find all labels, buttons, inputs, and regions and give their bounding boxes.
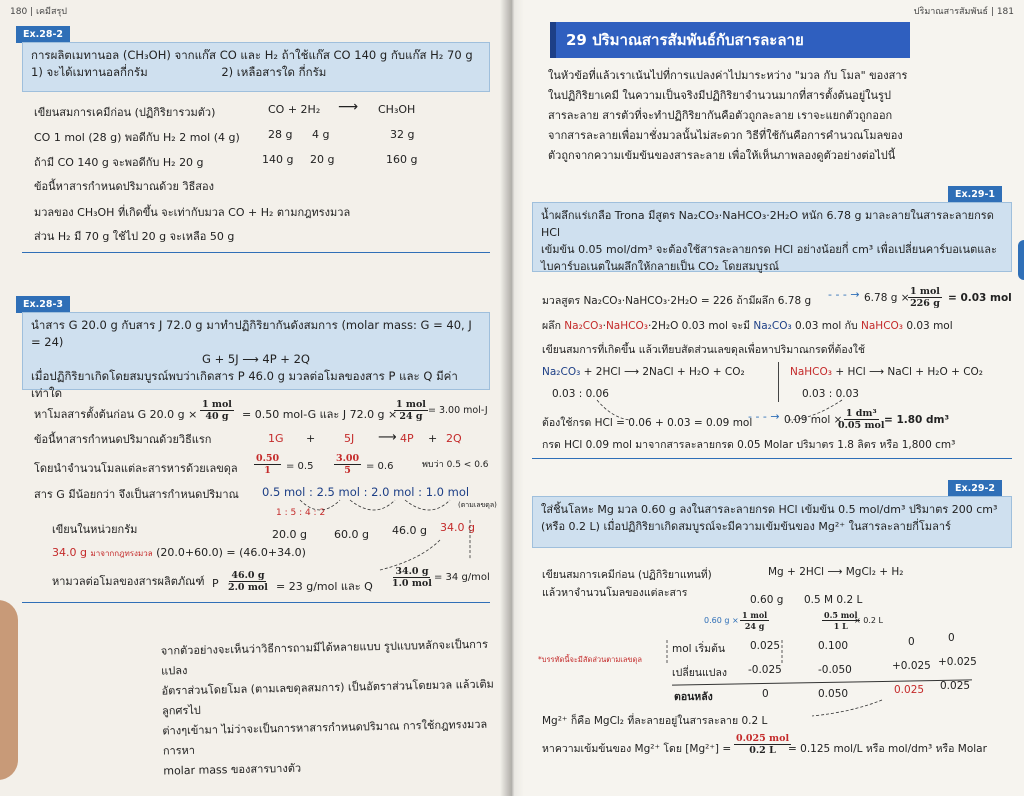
chapter-title-band: 29 ปริมาณสารสัมพันธ์กับสารละลาย [550,22,910,58]
ice-chg-mg: -0.025 [748,664,782,676]
ex28-3-step6-small: มาจากกฎทรงมวล [90,549,153,558]
ex28-3-div-g-den: 1 [264,465,271,476]
ice-end-mg: 0 [762,688,769,700]
ex28-3-grams-q: 34.0 g [440,521,475,534]
ex28-2-eq-product: CH₃OH [378,103,416,116]
ex28-2-step3-co: 140 g [262,153,294,166]
ex29-1-frac-num: 1 mol [910,286,940,297]
ex28-2-step5: มวลของ CH₃OH ที่เกิดขึ้น จะเท่ากับมวล CO + H₂ ตามกฎทรงมวล [34,206,351,219]
ex29-1-step2-dot: · [602,320,606,332]
ex28-2-step2-label: CO 1 mol (28 g) พอดีกับ H₂ 2 mol (4 g) [34,131,240,144]
ex29-1-frac-den: 226 g [910,298,940,309]
ice-end-mgcl2: 0.025 [894,684,925,696]
ex28-3-step3: โดยนำจำนวนโมลแต่ละสารหารด้วยเลขดุล [34,462,238,475]
page-edge-tab [1018,240,1024,280]
ex29-1-divider [532,458,1012,459]
ex28-3-coef-1g: 1G [268,432,284,445]
ex28-3-frac-g-den: 40 g [205,411,229,422]
ex29-2-frac-conc-num: 0.025 mol [736,733,790,744]
ex28-3-step5-label: เขียนในหน่วยกรัม [52,523,138,536]
right-page-number: 181 [996,7,1014,17]
ex28-3-frac-p-den: 2.0 mol [228,582,268,593]
ex29-1-step4: ต้องใช้กรด HCl = 0.06 + 0.03 = 0.09 mol [542,417,753,429]
ex29-1-step1-result: = 0.03 mol [948,292,1012,304]
ex28-3-res-g: = 0.50 mol-G และ J 72.0 g × [242,408,398,421]
ex28-3-compare: พบว่า 0.5 < 0.6 [422,460,489,470]
ex28-2-step6: ส่วน H₂ มี 70 g ใช้ไป 20 g จะเหลือ 50 g [34,230,235,243]
ex29-2-step1: เขียนสมการเคมีก่อน (ปฏิกิริยาแทนที่) [542,569,712,581]
thumb [0,600,18,780]
ice-chg-hcl: -0.050 [818,664,852,676]
ex28-3-frac-j-den: 24 g [399,411,423,422]
ex28-3-p-symbol: P [212,577,219,590]
arrow-q-mass [380,540,440,570]
ex29-1-frac-vol-den: 0.05 mol [838,420,885,431]
ex29-1-label: Ex.29-1 [948,186,1002,203]
footer-line-2: อัตราส่วนโดยโมล (ตามเลขดุลสมการ) เป็นอัตราส่วนโดยมวล แล้วเติมลูกศรไป [161,677,494,718]
ice-row-start-label: mol เริ่มต้น [672,643,726,655]
left-footer-paragraph [161,634,504,781]
ice-start-mg: 0.025 [750,640,781,652]
ex29-2-frac-conc [734,733,791,756]
ex29-2-step4: หาความเข้มข้นของ Mg²⁺ โดย [Mg²⁺] = [542,743,732,755]
ex29-1-ratio2: 0.03 : 0.03 [802,388,859,400]
ex29-1-step1: มวลสูตร Na₂CO₃·NaHCO₃·2H₂O = 226 ถ้ามีผลึก 6.78 g [542,295,812,307]
ex28-3-step6-red: 34.0 g [52,546,87,559]
ice-end-hcl: 0.050 [818,688,849,700]
ex28-3-div-j-den: 5 [344,465,351,476]
ex28-3-p-result: = 23 g/mol และ Q [276,580,373,593]
ex28-3-frac-q-num: 34.0 g [395,566,429,577]
ex29-2-hcl-conc: 0.5 M 0.2 L [804,594,863,606]
ex29-1-step2-b: ·2H₂O 0.03 mol จะมี [647,320,751,332]
ex28-3-coef-2q: 2Q [446,432,462,445]
ex29-2-step2: แล้วหาจำนวนโมลของแต่ละสาร [542,587,688,599]
arrow-j-to-p [350,500,395,510]
arrow-ratio1 [597,400,630,420]
ex29-1-step1-b: 6.78 g × [864,292,910,304]
ice-chg-mgcl2: +0.025 [892,660,931,672]
ex28-3-frac-p-num: 46.0 g [231,570,265,581]
ex28-3-grams-p: 46.0 g [392,524,427,537]
ex28-2-step3-ch3oh: 160 g [386,153,418,166]
ex28-3-div-g-result: = 0.5 [286,461,314,472]
ex28-3-step1-label: หาโมลสารตั้งต้นก่อน G 20.0 g × [34,408,198,421]
left-page-header: 180 | เคมีสรุป [10,7,68,17]
ex28-2-step2-ch3oh: 32 g [390,128,415,141]
ex28-3-frac-g-num: 1 mol [202,399,232,410]
ex29-1-step2-na2co3: Na₂CO₃ [564,320,603,332]
ex29-2-frac-hcl-num: 0.5 mol [824,610,858,620]
ex29-2-frac-hcl-den: 1 L [833,621,848,631]
ex29-2-frac-mg-num: 1 mol [742,610,768,620]
ex29-1-step2-d: 0.03 mol [906,320,953,332]
intro-line-3: สารละลาย สารตัวที่จะทำปฏิกิริยากันคือตัวถูกละลาย เราจะแยกตัวถูกออก [548,109,893,122]
intro-line-5: ตัวถูกจากความเข้มข้นของสารละลาย เพื่อให้เห็นภาพลองดูตัวอย่างต่อไปนี้ [548,149,896,162]
book-spine-shadow [500,0,524,796]
ex28-3-coef-4p: 4P [400,432,414,445]
ex29-1-step4-b: 0.09 mol × [784,414,843,426]
ex28-3-problem-line2: เมื่อปฏิกิริยาเกิดโดยสมบูรณ์พบว่าเกิดสาร P 46.0 g มวลต่อโมลของสาร P และ Q มีค่าเท่าใด [31,369,458,400]
ex28-3-div-g-num: 0.50 [256,453,280,464]
ex29-1-step3: เขียนสมการที่เกิดขึ้น แล้วเทียบสัดส่วนเลขดุลเพื่อหาปริมาณกรดที่ต้องใช้ [542,344,866,356]
ex28-2-q1: 1) จะได้เมทานอลกี่กรัม [31,65,148,79]
ex28-3-coef-5j: 5J [344,432,355,445]
ex28-3-grams-j: 60.0 g [334,528,369,541]
ex29-2-mg-mass: 0.60 g [750,594,784,606]
ex28-3-problem-equation: G + 5J ⟶ 4P + 2Q [202,352,310,366]
footer-line-3: ต่างๆเข้ามา ไม่ว่าจะเป็นการหาสารกำหนดปริมาณ การใช้กฎทรงมวล การหา [162,717,488,758]
ex28-3-coef-ratio: 1 : 5 : 4 : 2 [276,508,326,518]
ex28-3-arrow: ⟶ [378,430,397,445]
ex29-2-problem-box [532,496,1012,548]
ex28-3-label: Ex.28-3 [16,296,70,313]
ex29-1-step2-a: ผลึก [542,320,561,332]
ex29-2-frac-mg [740,610,769,631]
ex28-3-q-result: = 34 g/mol [434,572,490,583]
right-running-header: ปริมาณสารสัมพันธ์ [913,7,989,17]
arrow-mgcl2 [812,700,882,716]
ex29-1-ratio1: 0.03 : 0.06 [552,388,609,400]
right-arrows-overlay [512,0,1024,796]
intro-line-2: ในปฏิกิริยาเคมี ในความเป็นจริงมีปฏิกิริยาจำนวนมากที่สารตั้งต้นอยู่ในรูป [548,89,891,102]
ex28-3-coef-plus2: + [428,432,438,445]
ex28-3-coef-note: (ตามเลขดุล) [458,501,497,509]
ice-end-h2: 0.025 [940,680,971,692]
ex28-2-label: Ex.28-2 [16,26,70,43]
ex29-2-problem-line1: ใส่ชิ้นโลหะ Mg มวล 0.60 g ลงในสารละลายกรด HCl เข้มข้น 0.5 mol/dm³ ปริมาตร 200 cm³ [541,503,998,516]
ice-chg-h2: +0.025 [938,656,977,668]
ex29-1-eq2-b: + HCl ⟶ NaCl + H₂O + CO₂ [835,366,984,378]
ex28-3-step7-label: หามวลต่อโมลของสารผลิตภัณฑ์ [52,575,205,588]
ex29-1-step4-arrow: - - - → [748,410,780,423]
ex28-2-step2-co: 28 g [268,128,293,141]
ex28-3-frac-q-den: 1.0 mol [392,578,432,589]
intro-line-1: ในหัวข้อที่แล้วเราเน้นไปที่การแปลงค่าไปมาระหว่าง "มวล กับ โมล" ของสาร [548,69,908,82]
ex28-3-mol-ratio: 0.5 mol : 2.5 mol : 2.0 mol : 1.0 mol [262,485,470,499]
ex28-3-div-j-result: = 0.6 [366,461,394,472]
left-page-number: 180 [10,7,28,17]
ex28-2-eq-reactants: CO + 2H₂ [268,103,321,116]
ex29-2-step3: Mg²⁺ ก็คือ MgCl₂ ที่ละลายอยู่ในสารละลาย 0.2 L [542,715,768,727]
ex29-1-problem-line3: ไบคาร์บอเนตในผลึกให้กลายเป็น CO₂ โดยสมบูรณ์ [541,260,779,273]
ex28-3-problem-line1: นำสาร G 20.0 g กับสาร J 72.0 g มาทำปฏิกิริยากันดังสมการ (molar mass: G = 40, J = 24) [31,318,472,349]
ex29-2-step4-result: = 0.125 mol/L หรือ mol/dm³ หรือ Molar [788,743,987,755]
footer-line-4: molar mass ของสารบางตัว [163,761,302,778]
ex28-2-step4: ข้อนี้หาสารกำหนดปริมาณด้วย วิธีสอง [34,180,214,193]
arrow-g-to-j [300,500,340,510]
ex28-2-step1-label: เขียนสมการเคมีก่อน (ปฏิกิริยารวมตัว) [34,106,216,119]
ex28-2-step2-h2: 4 g [312,128,330,141]
ex28-2-step3-label: ถ้ามี CO 140 g จะพอดีกับ H₂ 20 g [34,156,204,169]
right-page-header: ปริมาณสารสัมพันธ์ | 181 [913,7,1014,17]
ice-row-change-label: เปลี่ยนแปลง [672,667,728,679]
ex29-2-frac-mg-den: 24 g [744,621,765,631]
intro-line-4: จากสารละลายเพื่อมาชั่งมวลนั้นไม่สะดวก วิธีที่ใช้กันคือการคำนวณโมลของ [548,129,903,142]
arrow-ratio2 [787,400,842,420]
ex29-1-step2-nahco3-b: NaHCO₃ [861,320,904,332]
ex29-1-step2-nahco3: NaHCO₃ [605,320,648,332]
ex28-3-res-j: = 3.00 mol-J [428,405,488,416]
ice-row-end-label: ตอนหลัง [674,691,713,703]
ex28-3-step6-rest: (20.0+60.0) = (46.0+34.0) [156,546,306,559]
ice-start-mgcl2: 0 [908,636,915,648]
ex29-1-problem-line2: เข้มข้น 0.05 mol/dm³ จะต้องใช้สารละลายกรด HCl อย่างน้อยกี่ cm³ เพื่อเปลี่ยนคาร์บอเนตและ [541,243,997,256]
ex28-2-step3-h2: 20 g [310,153,335,166]
ice-start-hcl: 0.100 [818,640,849,652]
ex29-1-step2-na2co3-b: Na₂CO₃ [753,320,792,332]
ex28-3-step2: ข้อนี้หาสารกำหนดปริมาณด้วยวิธีแรก [34,433,212,446]
ex28-2-q2: 2) เหลือสารใด กี่กรัม [221,65,327,79]
ex29-1-eq1-b: + 2HCl ⟶ 2NaCl + H₂O + CO₂ [583,366,745,378]
left-running-header: เคมีสรุป [35,7,68,17]
ex29-2-frac-conc-den: 0.2 L [749,745,776,756]
footer-line-1: จากตัวอย่างจะเห็นว่าวิธีการถามมีได้หลายแบบ รูปแบบหลักจะเป็นการแปลง [160,637,489,678]
ex29-1-eq1-a: Na₂CO₃ [542,366,581,378]
ex29-1-step4-result: = 1.80 dm³ [884,414,950,426]
right-page [512,0,1024,796]
ex29-1-frac-vol-num: 1 dm³ [845,408,877,419]
ex28-3-step4: สาร G มีน้อยกว่า จึงเป็นสารกำหนดปริมาณ [34,488,239,501]
ex28-3-frac-j-num: 1 mol [396,399,426,410]
ex29-1-step2-c: 0.03 mol กับ [795,320,858,332]
ex29-1-step5: กรด HCl 0.09 mol มาจากสารละลายกรด 0.05 Molar ปริมาตร 1.8 ลิตร หรือ 1,800 cm³ [542,439,956,451]
ex28-3-grams-g: 20.0 g [272,528,307,541]
ex28-3-div-j-num: 3.00 [336,453,360,464]
ex29-2-conv-mg: 0.60 g × [704,616,739,625]
ex29-2-conv-hcl-vol: × 0.2 L [854,616,883,625]
ex28-2-problem-line1: การผลิตเมทานอล (CH₃OH) จากแก๊ส CO และ H₂ ถ้าใช้แก๊ส CO 140 g กับแก๊ส H₂ 70 g [31,48,473,62]
ex28-2-eq-arrow: ⟶ [338,99,359,115]
ex29-2-equation: Mg + 2HCl ⟶ MgCl₂ + H₂ [768,566,904,578]
ice-note: *บรรทัดนี้จะมีสัดส่วนตามเลขดุล [538,655,643,664]
ex28-3-coef-plus1: + [306,432,316,445]
ice-start-h2: 0 [948,632,955,644]
ex29-1-step1-arrow: - - - → [828,288,860,301]
ex29-1-eq2-a: NaHCO₃ [790,366,832,378]
ex29-1-problem-line1: น้ำผลึกแร่เกลือ Trona มีสูตร Na₂CO₃·NaHCO₃·2H₂O หนัก 6.78 g มาละลายในสารละลายกรด HCl [541,209,994,239]
arrow-p-to-q [405,500,450,510]
ex29-2-label: Ex.29-2 [948,480,1002,497]
ex29-2-problem-line2: (หรือ 0.2 L) เมื่อปฏิกิริยาเกิดสมบูรณ์จะมีความเข้มข้นของ Mg²⁺ ในสารละลายกี่โมลาร์ [541,520,951,533]
